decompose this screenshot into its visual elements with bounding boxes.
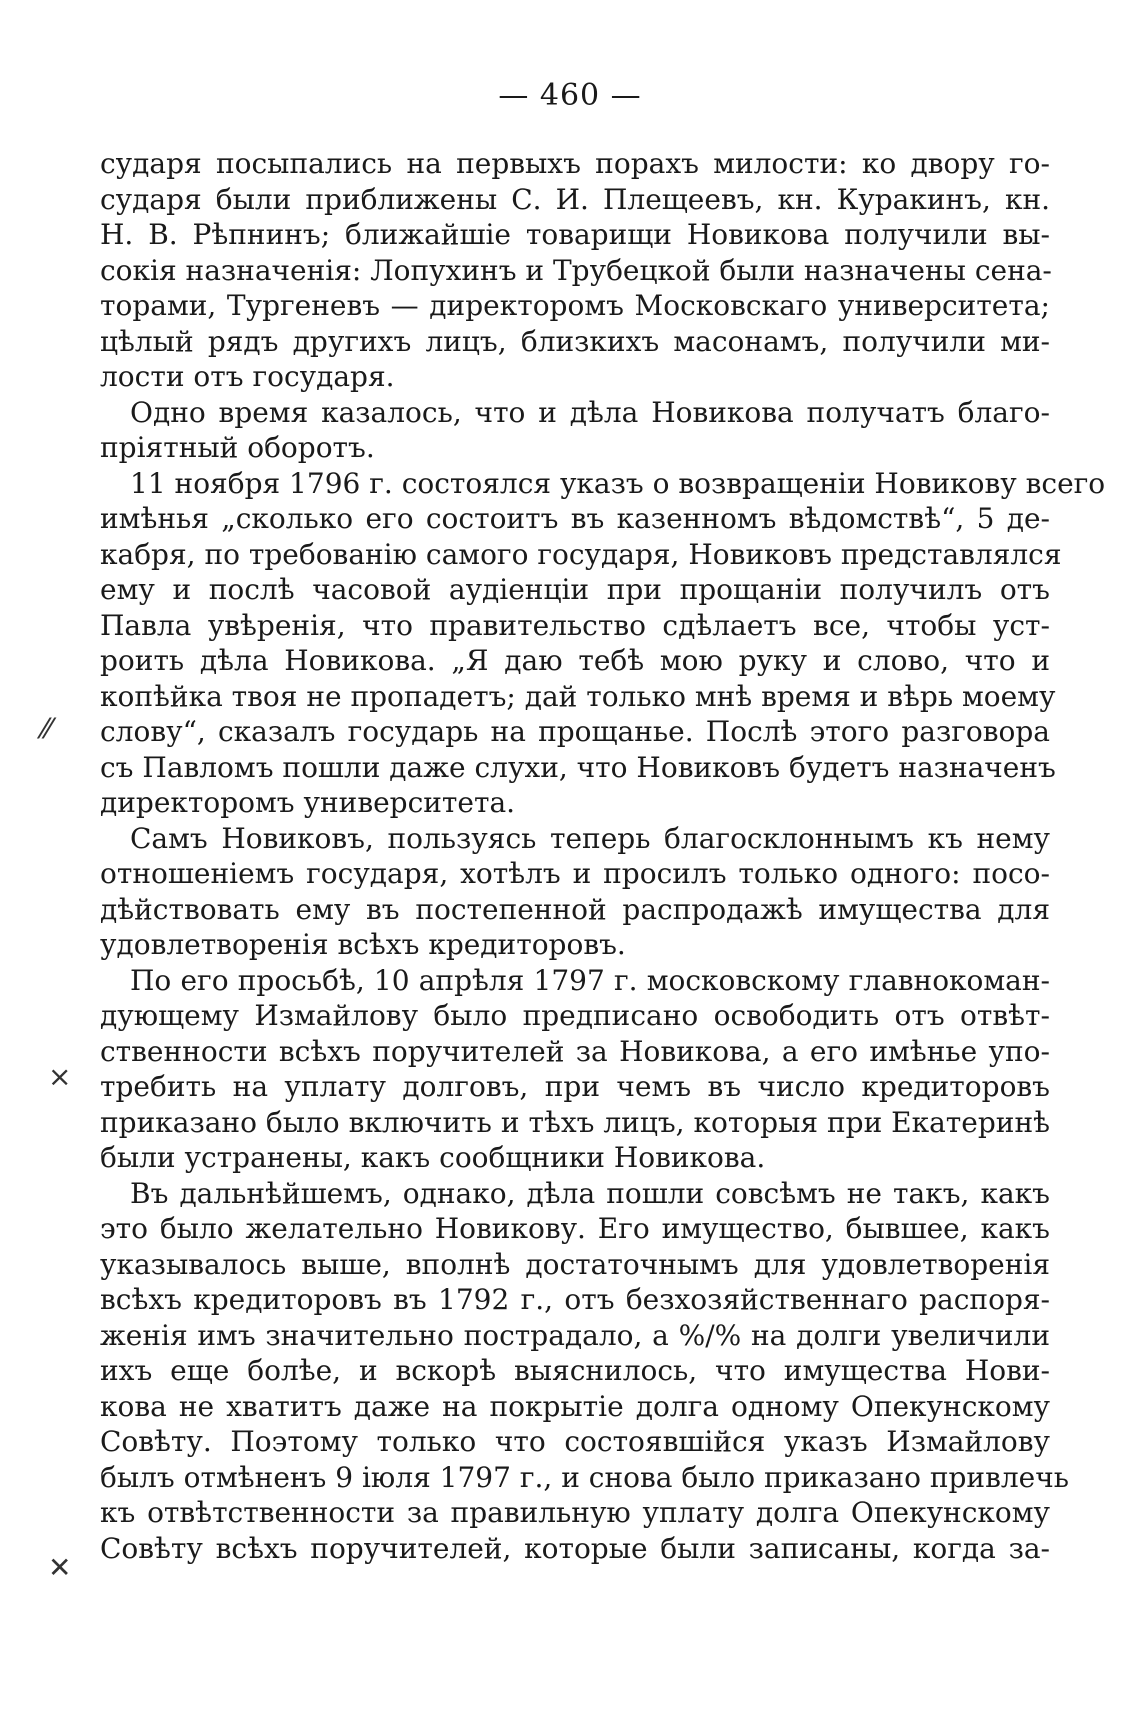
main-text — [100, 146, 1106, 1566]
text-line: ему и послѣ часовой аудіенціи при прощаніи получилъ отъ — [100, 573, 1050, 606]
page-number: — 460 — — [498, 78, 642, 113]
text-line: сударя были приближены С. И. Плещеевъ, кн. Куракинъ, кн. — [100, 182, 1050, 216]
text-line: удовлетворенія всѣхъ кредиторовъ. — [100, 928, 626, 961]
text-line: съ Павломъ пошли даже слухи, что Новиковъ будетъ назначенъ — [100, 750, 1056, 784]
text-line: къ отвѣтственности за правильную уплату долга Опекунскому — [100, 1496, 1050, 1529]
text-line: кова не хватитъ даже на покрытіе долга одному Опекунскому — [100, 1389, 1050, 1423]
text-line: торами, Тургеневъ — директоромъ Московскаго университета; — [100, 289, 1050, 322]
text-line: приказано было включить и тѣхъ лицъ, которыя при Екатеринѣ — [100, 1105, 1050, 1139]
margin-cross-mark: × — [48, 1060, 72, 1093]
text-line: женія имъ значительно пострадало, а %/% на долги увеличили — [100, 1318, 1050, 1352]
text-line: это было желательно Новикову. Его имущество, бывшее, какъ — [100, 1212, 1050, 1245]
text-line: сокія назначенія: Лопухинъ и Трубецкой были назначены сена- — [100, 253, 1052, 287]
text-line: 11 ноября 1796 г. состоялся указъ о возвращеніи Новикову всего — [130, 466, 1106, 500]
text-line: сударя посыпались на первыхъ порахъ милости: ко двору го- — [100, 147, 1050, 180]
text-line: По его просьбѣ, 10 апрѣля 1797 г. московскому главнокоман- — [130, 963, 1050, 997]
text-line: Одно время казалось, что и дѣла Новикова получатъ благо- — [130, 395, 1050, 429]
text-line: копѣйка твоя не пропадетъ; дай только мнѣ время и вѣрь моему — [100, 679, 1056, 713]
text-line: былъ отмѣненъ 9 іюля 1797 г., и снова было приказано привлечь — [100, 1460, 1069, 1494]
text-line: Совѣту. Поэтому только что состоявшійся указъ Измайлову — [100, 1425, 1050, 1458]
text-line: ихъ еще болѣе, и вскорѣ выяснилось, что имущества Нови- — [100, 1354, 1050, 1387]
text-line: роить дѣла Новикова. „Я даю тебѣ мою руку и слово, что и — [100, 644, 1050, 677]
text-line: Совѣту всѣхъ поручителей, которые были записаны, когда за- — [100, 1531, 1050, 1565]
text-line: дующему Измайлову было предписано освободить отъ отвѣт- — [100, 999, 1050, 1032]
margin-slash-mark: ⁄⁄ — [42, 712, 52, 745]
text-line: цѣлый рядъ другихъ лицъ, близкихъ масонамъ, получили ми- — [100, 324, 1050, 358]
text-line: имѣнья „сколько его состоитъ въ казенномъ вѣдомствѣ“, 5 де- — [100, 502, 1050, 535]
text-line: ственности всѣхъ поручителей за Новикова, а его имѣнье упо- — [100, 1034, 1050, 1068]
text-line: всѣхъ кредиторовъ въ 1792 г., отъ безхозяйственнаго распоря- — [100, 1283, 1050, 1316]
text-line: Н. В. Рѣпнинъ; ближайшіе товарищи Новикова получили вы- — [100, 218, 1050, 251]
margin-cross-mark-2: ✕ — [48, 1551, 72, 1584]
text-line: дѣйствовать ему въ постепенной распродажѣ имущества для — [100, 892, 1050, 926]
text-line: директоромъ университета. — [100, 786, 516, 819]
text-line: пріятный оборотъ. — [100, 431, 375, 464]
text-line: отношеніемъ государя, хотѣлъ и просилъ только одного: посо- — [100, 857, 1050, 890]
text-line: Павла увѣренія, что правительство сдѣлаетъ все, чтобы уст- — [100, 608, 1050, 642]
text-line: кабря, по требованію самого государя, Новиковъ представлялся — [100, 537, 1062, 571]
text-line: лости отъ государя. — [100, 360, 395, 393]
text-line: Самъ Новиковъ, пользуясь теперь благосклоннымъ къ нему — [130, 821, 1050, 855]
text-line: Въ дальнѣйшемъ, однако, дѣла пошли совсѣмъ не такъ, какъ — [130, 1176, 1050, 1210]
text-line: указывалось выше, вполнѣ достаточнымъ для удовлетворенія — [100, 1247, 1050, 1281]
text-line: требить на уплату долговъ, при чемъ въ число кредиторовъ — [100, 1070, 1050, 1103]
text-line: были устранены, какъ сообщники Новикова. — [100, 1141, 766, 1174]
text-line: слову“, сказалъ государь на прощанье. Послѣ этого разговора — [100, 715, 1050, 748]
